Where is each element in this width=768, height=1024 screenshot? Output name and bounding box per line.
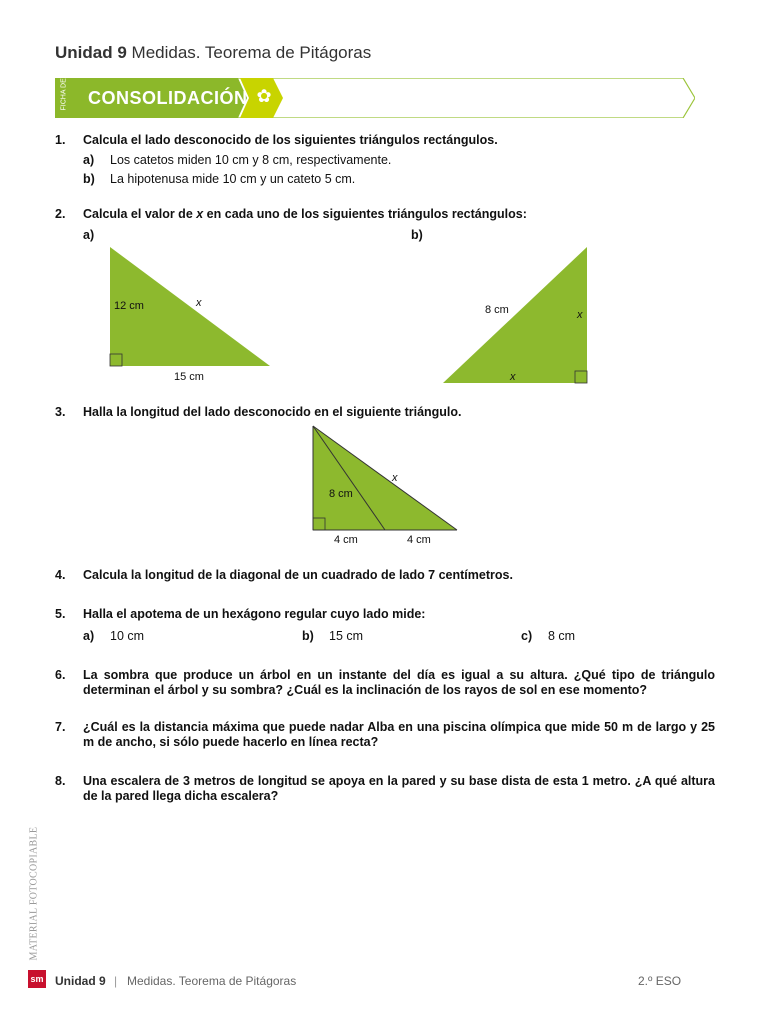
q1-a-label: a) (83, 153, 95, 167)
q1-number: 1. (55, 133, 66, 147)
q1-b-label: b) (83, 172, 95, 186)
q7-text: ¿Cuál es la distancia máxima que puede nadar Alba en una piscina olímpica que mide 50 m de largo y 25 m de ancho, si sólo puede hacerlo en línea recta? (83, 720, 715, 749)
q2-number: 2. (55, 207, 66, 221)
footer-unit: Unidad 9 (55, 974, 106, 988)
q2-b-label: b) (411, 228, 423, 242)
q1-b-text: La hipotenusa mide 10 cm y un cateto 5 cm. (110, 172, 356, 186)
q4-text: Calcula la longitud de la diagonal de un cuadrado de lado 7 centímetros. (83, 568, 513, 582)
fig-a-hyp-label: x (196, 297, 202, 309)
q5-a-label: a) (83, 629, 95, 643)
fig-b-hyp-label: 8 cm (485, 304, 509, 316)
footer-separator: | (114, 974, 118, 988)
publisher-logo: sm (28, 970, 46, 988)
fig-b-vertical-label: x (577, 309, 583, 321)
fig-3-hyp-label: x (392, 472, 398, 484)
fig-3-bottom-right-label: 4 cm (407, 534, 431, 546)
q5-b-label: b) (302, 629, 314, 643)
footer-topic: Medidas. Teorema de Pitágoras (127, 974, 297, 988)
q1-text: Calcula el lado desconocido de los siguientes triángulos rectángulos. (83, 133, 498, 147)
q5-number: 5. (55, 607, 66, 621)
footer-course: 2.º ESO (638, 974, 682, 988)
fig-a-vertical-label: 12 cm (114, 300, 144, 312)
q4-number: 4. (55, 568, 66, 582)
q5-b-text: 15 cm (329, 629, 364, 643)
banner-label: CONSOLIDACIÓN (88, 88, 248, 108)
fig-3-inner-label: 8 cm (329, 488, 353, 500)
q2-text: Calcula el valor de x en cada uno de los siguientes triángulos rectángulos: (83, 207, 527, 221)
q5-text: Halla el apotema de un hexágono regular cuyo lado mide: (83, 607, 426, 621)
triangle-figure-3 (310, 424, 460, 548)
fig-b-bottom-label: x (510, 371, 516, 383)
q1-a-text: Los catetos miden 10 cm y 8 cm, respectivamente. (110, 153, 392, 167)
q5-c-text: 8 cm (548, 629, 576, 643)
triangle-figure-b (440, 244, 590, 386)
q6-text: La sombra que produce un árbol en un instante del día es igual a su altura. ¿Qué tipo de triángulo determinan el árbol y su sombra? ¿Cuál es la inclinación de los rayos de sol en ese momento? (83, 668, 715, 697)
gear-icon: ✿ (256, 86, 272, 106)
fig-3-bottom-left-label: 4 cm (334, 534, 358, 546)
q8-number: 8. (55, 774, 66, 788)
q6-number: 6. (55, 668, 66, 682)
triangle-figure-a (108, 244, 273, 384)
q3-number: 3. (55, 405, 66, 419)
topic-label: Medidas. Teorema de Pitágoras (131, 43, 372, 62)
unit-label: Unidad 9 (55, 43, 127, 62)
q3-text: Halla la longitud del lado desconocido en el siguiente triángulo. (83, 405, 462, 419)
q5-a-text: 10 cm (110, 629, 145, 643)
q8-text: Una escalera de 3 metros de longitud se apoya en la pared y su base dista de esta 1 metro. ¿A qué altura de la pared llega dicha escalera? (83, 774, 715, 803)
side-watermark: MATERIAL FOTOCOPIABLE (28, 826, 40, 961)
ficha-tag: FICHA DE (60, 78, 68, 111)
q7-number: 7. (55, 720, 66, 734)
q2-a-label: a) (83, 228, 95, 242)
q5-c-label: c) (521, 629, 533, 643)
page-title (55, 43, 371, 63)
fig-a-bottom-label: 15 cm (174, 371, 204, 383)
